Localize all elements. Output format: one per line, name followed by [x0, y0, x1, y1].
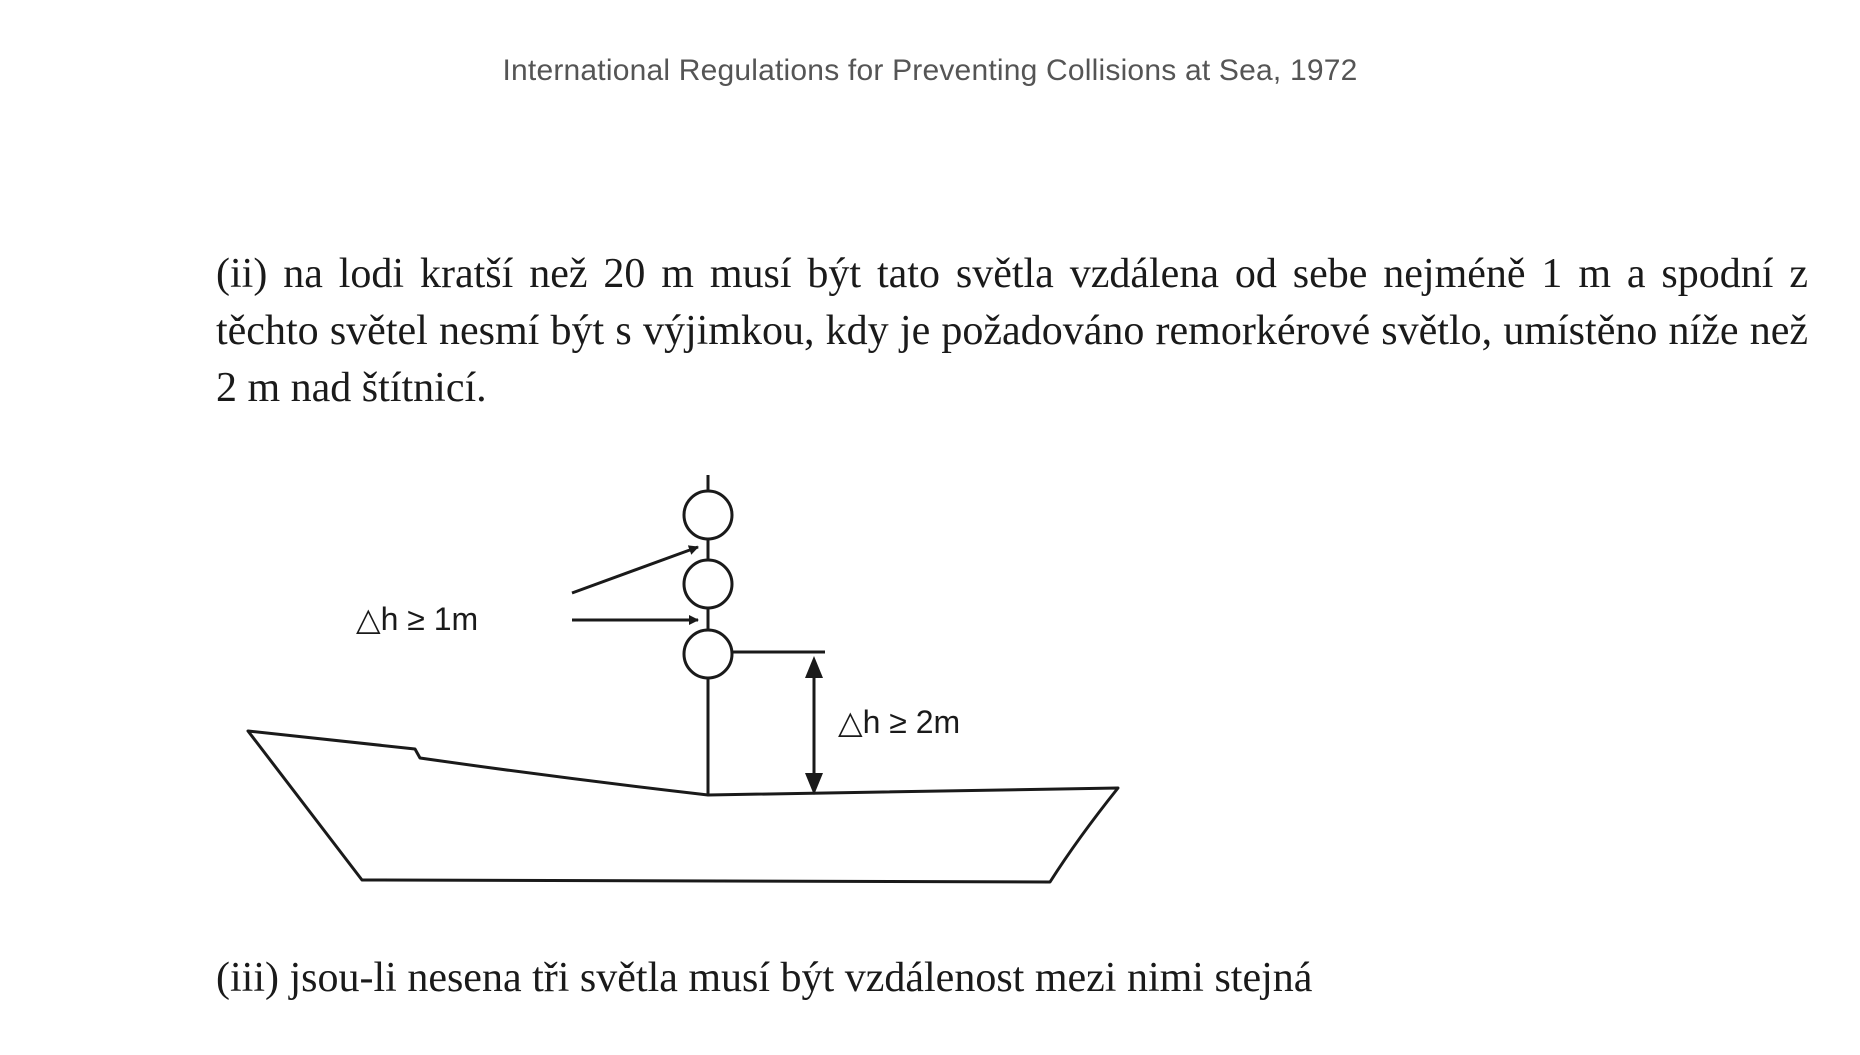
height-label: △h ≥ 2m — [838, 704, 961, 740]
vessel-hull — [248, 731, 1118, 882]
masthead-light-bottom — [684, 630, 732, 678]
spacing-label: △h ≥ 1m — [356, 601, 479, 637]
paragraph-iii: (iii) jsou-li nesena tři světla musí být vzdálenost mezi nimi stejná — [216, 955, 1313, 1001]
height-arrow-head-top — [805, 656, 823, 678]
masthead-light-top — [684, 491, 732, 539]
masthead-light-middle — [684, 560, 732, 608]
paragraph-ii: (ii) na lodi kratší než 20 m musí být tato světla vzdálena od sebe nejméně 1 m a spodní z těchto světel nesmí být s výjimkou, kdy je požadováno remorkérové světlo, umístěno níže než 2 m nad štítnicí. — [216, 251, 1808, 411]
spacing-arrow-upper — [572, 547, 698, 593]
page-header: International Regulations for Preventing Collisions at Sea, 1972 — [502, 54, 1358, 87]
